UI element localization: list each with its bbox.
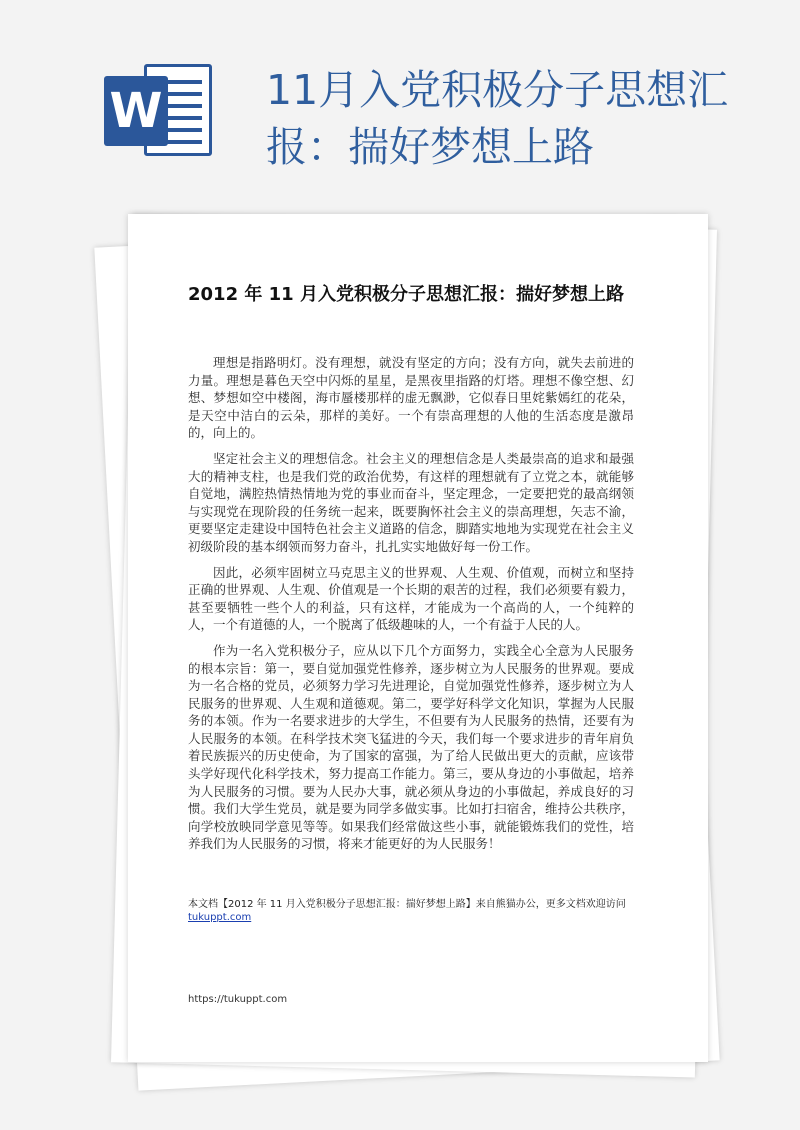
paragraph: 因此，必须牢固树立马克思主义的世界观、人生观、价值观，而树立和坚持正确的世界观、人生观、价值观是一个长期的艰苦的过程，我们必须要有毅力，甚至要牺牲一些个人的利益，只有这样，才能成为一个高尚的人，一个纯粹的人，一个有道德的人，一个脱离了低级趣味的人，一个有益于人民的人。: [188, 564, 634, 633]
word-letter: W: [104, 76, 168, 146]
paragraph: 坚定社会主义的理想信念。社会主义的理想信念是人类最崇高的追求和最强大的精神支柱，也是我们党的政治优势，有这样的理想就有了立党之本，就能够自觉地，满腔热情热情地为党的事业而奋斗，坚定理念，一定要把党的最高纲领与实现党在现阶段的任务统一起来，既要胸怀社会主义的崇高理想，矢志不渝，更要坚定走建设中国特色社会主义道路的信念，脚踏实地地为实现党在社会主义初级阶段的基本纲领而努力奋斗，扎扎实实地做好每一份工作。: [188, 450, 634, 554]
page-url[interactable]: https://tukuppt.com: [188, 994, 288, 1005]
source-link[interactable]: tukuppt.com: [188, 912, 252, 923]
document-page: [128, 214, 708, 1062]
document-body: [188, 354, 634, 861]
banner: [0, 0, 800, 200]
paragraph: 作为一名入党积极分子，应从以下几个方面努力，实践全心全意为人民服务的根本宗旨：第一，要自觉加强党性修养，逐步树立为人民服务的世界观。要成为一名合格的党员，必须努力学习先进理论，自觉加强党性修养，逐步树立为人民服务的世界观、人生观和道德观。第二，要学好科学文化知识，掌握为人民服务的本领。作为一名要求进步的大学生，不但要有为人民服务的热情，还要有为人民服务的本领。在科学技术突飞猛进的今天，我们每一个要求进步的青年肩负着民族振兴的历史使命，为了国家的富强，为了给人民做出更大的贡献，应该带头学好现代化科学技术，努力提高工作能力。第三，要从身边的小事做起，培养为人民服务的习惯。要为人民办大事，就必须从身边的小事做起，养成良好的习惯。我们大学生党员，就是要为同学多做实事。比如打扫宿舍，维持公共秩序，向学校放映同学意见等等。如果我们经常做这些小事，就能锻炼我们的党性，培养我们为人民服务的习惯，将来才能更好的为人民服务！: [188, 642, 634, 852]
source-note: [188, 898, 648, 924]
paragraph: 理想是指路明灯。没有理想，就没有坚定的方向；没有方向，就失去前进的力量。理想是暮色天空中闪烁的星星，是黑夜里指路的灯塔。理想不像空想、幻想、梦想如空中楼阁，海市蜃楼那样的虚无飘渺，它似春日里姹紫嫣红的花朵，是天空中洁白的云朵，那样的美好。一个有崇高理想的人他的生活态度是激昂的，向上的。: [188, 355, 634, 441]
word-document-icon: [104, 62, 216, 162]
source-note-text: 本文档【2012 年 11 月入党积极分子思想汇报：揣好梦想上路】来自熊猫办公，更多文档欢迎访问: [188, 899, 626, 910]
document-title: 2012 年 11 月入党积极分子思想汇报：揣好梦想上路: [188, 284, 624, 305]
banner-title: 11月入党积极分子思想汇报：揣好梦想上路: [266, 66, 729, 171]
